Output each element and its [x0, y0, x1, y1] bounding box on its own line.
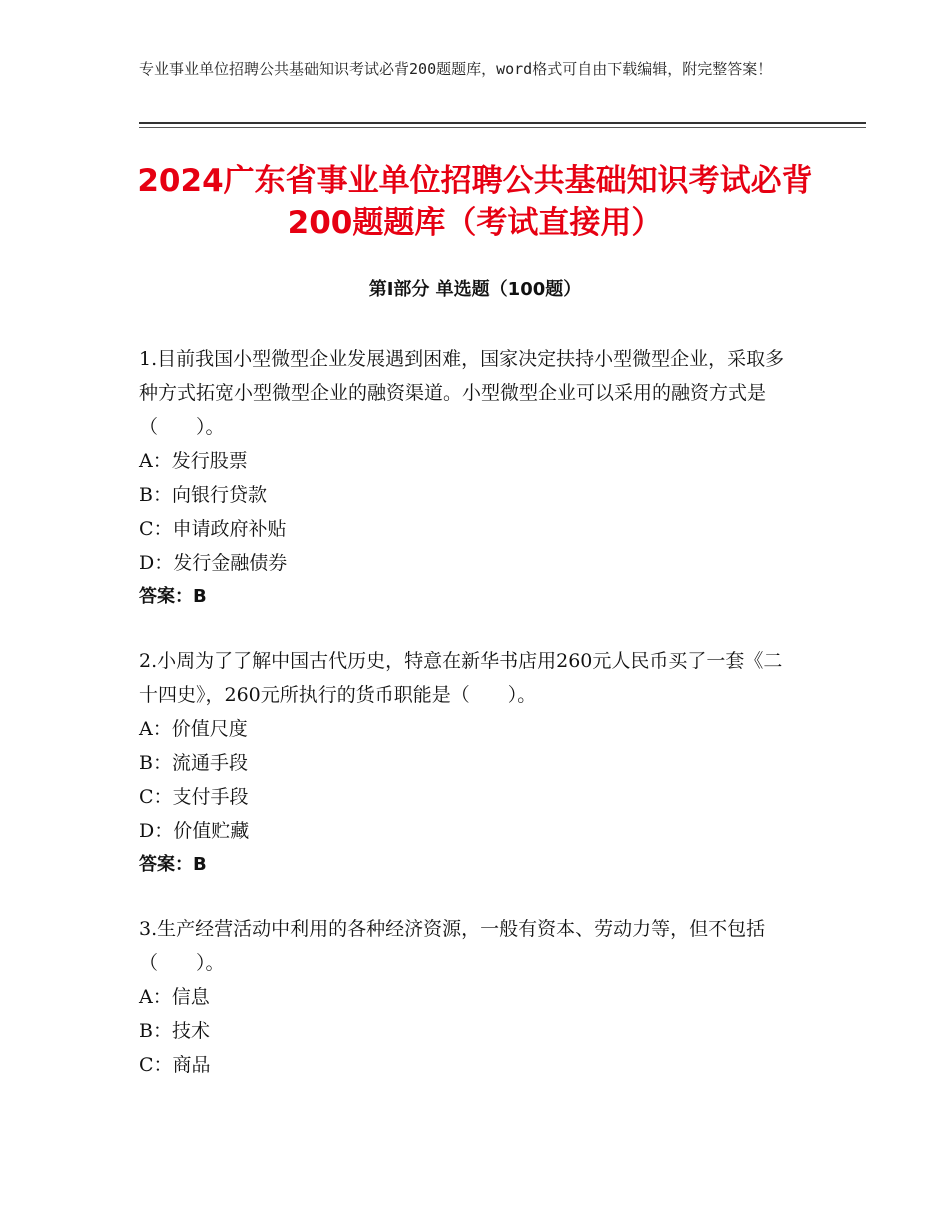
option-d: D：价值贮藏	[139, 820, 250, 842]
question-list	[139, 342, 799, 1112]
question-stem: 3.生产经营活动中利用的各种经济资源，一般有资本、劳动力等，但不包括（ ）。	[139, 918, 766, 974]
question-1	[139, 342, 799, 614]
question-stem: 2.小周为了了解中国古代历史，特意在新华书店用260元人民币买了一套《二十四史》，260元所执行的货币职能是（ ）。	[139, 650, 783, 706]
header-note: 专业事业单位招聘公共基础知识考试必背200题题库，word格式可自由下载编辑，附完整答案！	[139, 60, 773, 78]
question-stem: 1.目前我国小型微型企业发展遇到困难，国家决定扶持小型微型企业，采取多种方式拓宽小型微型企业的融资渠道。小型微型企业可以采用的融资方式是（ ）。	[139, 348, 785, 438]
question-2	[139, 644, 799, 882]
option-a: A：信息	[139, 986, 210, 1008]
option-c: C：支付手段	[139, 786, 249, 808]
document-title: 2024广东省事业单位招聘公共基础知识考试必背200题题库（考试直接用）	[137, 163, 813, 241]
option-c: C：商品	[139, 1054, 211, 1076]
answer: 答案：B	[139, 586, 207, 607]
option-c: C：申请政府补贴	[139, 518, 287, 540]
option-b: B：向银行贷款	[139, 484, 267, 506]
question-3	[139, 912, 799, 1082]
header-divider-thin	[139, 127, 866, 128]
section-title: 第Ⅰ部分 单选题（100题）	[368, 279, 582, 300]
answer: 答案：B	[139, 854, 207, 875]
option-b: B：技术	[139, 1020, 210, 1042]
option-d: D：发行金融债券	[139, 552, 288, 574]
option-a: A：发行股票	[139, 450, 248, 472]
header-divider-thick	[139, 122, 866, 124]
option-a: A：价值尺度	[139, 718, 248, 740]
option-b: B：流通手段	[139, 752, 248, 774]
